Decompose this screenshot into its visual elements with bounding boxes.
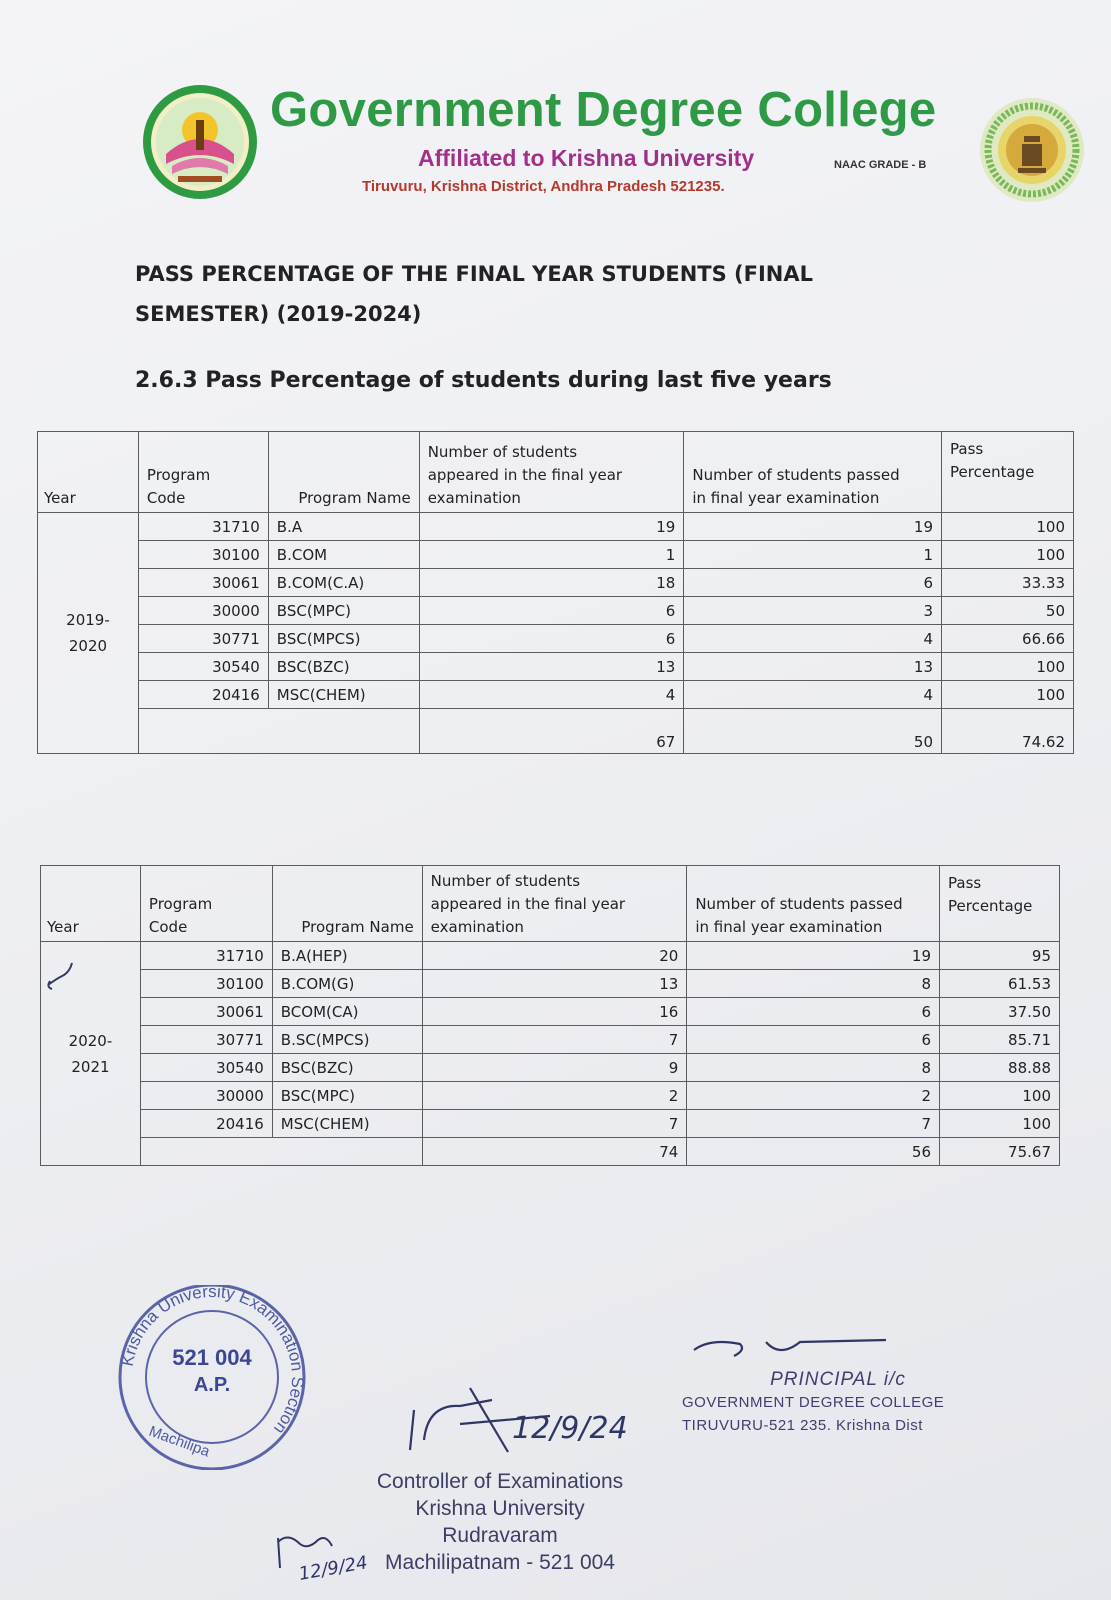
pass-percentage: 61.53	[940, 970, 1060, 998]
pass-percentage: 37.50	[940, 998, 1060, 1026]
controller-place: Rudravaram	[442, 1524, 558, 1547]
initials-date: 12/9/24	[297, 1552, 370, 1585]
header-year: Year	[41, 866, 141, 942]
appeared-count: 16	[422, 998, 687, 1026]
initials-signature	[270, 1528, 390, 1590]
college-name: Government Degree College	[270, 83, 937, 137]
total-pass-percentage: 75.67	[940, 1138, 1060, 1166]
program-code: 30771	[138, 625, 268, 653]
pass-percentage: 100	[940, 1082, 1060, 1110]
signature-date: 12/9/24	[512, 1411, 628, 1446]
program-code: 30100	[140, 970, 272, 998]
appeared-count: 18	[419, 569, 684, 597]
program-name: B.SC(MPCS)	[272, 1026, 422, 1054]
passed-count: 8	[687, 970, 940, 998]
header-program-code: Program Code	[140, 866, 272, 942]
total-row	[41, 1138, 1060, 1166]
program-name: BCOM(CA)	[272, 998, 422, 1026]
program-name: BSC(BZC)	[268, 653, 419, 681]
controller-block	[350, 1468, 650, 1576]
stamp-code: 521 004	[172, 1345, 252, 1370]
total-appeared: 74	[422, 1138, 687, 1166]
program-name: B.COM(C.A)	[268, 569, 419, 597]
program-code: 30771	[140, 1026, 272, 1054]
year-cell: 2019- 2020	[38, 513, 139, 754]
passed-count: 2	[687, 1082, 940, 1110]
table-row	[41, 1082, 1060, 1110]
total-pass-percentage: 74.62	[942, 709, 1074, 754]
table-row	[38, 653, 1074, 681]
pen-tick-mark	[40, 955, 80, 993]
passed-count: 8	[687, 1054, 940, 1082]
principal-college: GOVERNMENT DEGREE COLLEGE	[682, 1394, 945, 1411]
passed-count: 19	[684, 513, 942, 541]
pass-percentage: 88.88	[940, 1054, 1060, 1082]
college-address: Tiruvuru, Krishna District, Andhra Pradesh 521235.	[362, 178, 725, 195]
pass-percentage: 50	[942, 597, 1074, 625]
appeared-count: 6	[419, 597, 684, 625]
document-subtitle: 2.6.3 Pass Percentage of students during last five years	[135, 368, 832, 393]
controller-university: Krishna University	[415, 1497, 585, 1520]
appeared-count: 7	[422, 1110, 687, 1138]
program-code: 30100	[138, 541, 268, 569]
pass-percentage: 95	[940, 942, 1060, 970]
program-code: 30540	[138, 653, 268, 681]
table-row	[41, 970, 1060, 998]
state-emblem	[978, 96, 1086, 204]
controller-title: Controller of Examinations	[376, 1470, 624, 1493]
program-name: BSC(MPCS)	[268, 625, 419, 653]
table-row	[41, 1054, 1060, 1082]
appeared-count: 9	[422, 1054, 687, 1082]
passed-count: 6	[687, 998, 940, 1026]
pass-percentage: 100	[942, 653, 1074, 681]
program-name: B.COM(G)	[272, 970, 422, 998]
program-name: BSC(MPC)	[272, 1082, 422, 1110]
program-code: 30000	[140, 1082, 272, 1110]
program-code: 30000	[138, 597, 268, 625]
appeared-count: 1	[419, 541, 684, 569]
passed-count: 4	[684, 625, 942, 653]
table-row	[38, 625, 1074, 653]
program-name: B.A	[268, 513, 419, 541]
program-name: B.COM	[268, 541, 419, 569]
principal-address: TIRUVURU-521 235. Krishna Dist	[682, 1417, 923, 1434]
header-passed: Number of students passed in final year examination	[687, 866, 940, 942]
appeared-count: 2	[422, 1082, 687, 1110]
program-name: MSC(CHEM)	[272, 1110, 422, 1138]
program-code: 31710	[140, 942, 272, 970]
passed-count: 19	[687, 942, 940, 970]
principal-signature	[690, 1332, 900, 1362]
appeared-count: 6	[419, 625, 684, 653]
program-name: BSC(MPC)	[268, 597, 419, 625]
appeared-count: 19	[419, 513, 684, 541]
appeared-count: 7	[422, 1026, 687, 1054]
program-name: MSC(CHEM)	[268, 681, 419, 709]
passed-count: 13	[684, 653, 942, 681]
header-pass-percentage: Pass Percentage	[940, 866, 1060, 942]
program-code: 30540	[140, 1054, 272, 1082]
table-row	[38, 569, 1074, 597]
header-pass-percentage: Pass Percentage	[942, 432, 1074, 513]
pass-percentage: 100	[942, 541, 1074, 569]
pass-percentage: 100	[942, 681, 1074, 709]
document-title-line1: PASS PERCENTAGE OF THE FINAL YEAR STUDENTS (FINAL	[135, 262, 814, 286]
appeared-count: 13	[422, 970, 687, 998]
table-row	[38, 513, 1074, 541]
appeared-count: 13	[419, 653, 684, 681]
program-name: B.A(HEP)	[272, 942, 422, 970]
header-program-name: Program Name	[272, 866, 422, 942]
header-appeared: Number of students appeared in the final year examination	[422, 866, 687, 942]
header-passed: Number of students passed in final year examination	[684, 432, 942, 513]
pass-table-2019-2020	[37, 431, 1074, 754]
table-row	[38, 681, 1074, 709]
principal-title: PRINCIPAL i/c	[770, 1369, 906, 1390]
passed-count: 1	[684, 541, 942, 569]
appeared-count: 4	[419, 681, 684, 709]
passed-count: 6	[687, 1026, 940, 1054]
pass-percentage: 100	[940, 1110, 1060, 1138]
controller-signature	[400, 1380, 660, 1460]
naac-grade: NAAC GRADE - B	[834, 159, 927, 171]
passed-count: 3	[684, 597, 942, 625]
passed-count: 4	[684, 681, 942, 709]
total-passed: 56	[687, 1138, 940, 1166]
pass-table-2020-2021	[40, 865, 1060, 1166]
program-code: 20416	[140, 1110, 272, 1138]
affiliation-text: Affiliated to Krishna University	[418, 145, 755, 171]
header-program-name: Program Name	[268, 432, 419, 513]
passed-count: 7	[687, 1110, 940, 1138]
table-row	[41, 942, 1060, 970]
pass-percentage: 33.33	[942, 569, 1074, 597]
header-program-code: Program Code	[138, 432, 268, 513]
program-code: 20416	[138, 681, 268, 709]
table-row	[38, 597, 1074, 625]
college-logo	[142, 84, 258, 200]
pass-percentage: 85.71	[940, 1026, 1060, 1054]
controller-pin: Machilipatnam - 521 004	[385, 1551, 615, 1574]
stamp-place: Machilipa	[146, 1422, 212, 1461]
pass-percentage: 66.66	[942, 625, 1074, 653]
table-row	[38, 541, 1074, 569]
principal-stamp	[678, 1368, 998, 1437]
total-appeared: 67	[419, 709, 684, 754]
total-row	[38, 709, 1074, 754]
total-label-blank	[138, 709, 419, 754]
program-code: 30061	[140, 998, 272, 1026]
total-passed: 50	[684, 709, 942, 754]
table-header-row	[41, 866, 1060, 942]
stamp-state: A.P.	[193, 1374, 231, 1396]
program-code: 31710	[138, 513, 268, 541]
total-label-blank	[140, 1138, 422, 1166]
document-title-line2: SEMESTER) (2019-2024)	[135, 302, 422, 326]
header-year: Year	[38, 432, 139, 513]
table-row	[41, 998, 1060, 1026]
passed-count: 6	[684, 569, 942, 597]
pass-percentage: 100	[942, 513, 1074, 541]
program-name: BSC(BZC)	[272, 1054, 422, 1082]
header-appeared: Number of students appeared in the final year examination	[419, 432, 684, 513]
year-cell: 2020- 2021	[41, 942, 141, 1166]
table-row	[41, 1026, 1060, 1054]
stamp-ring-text: Krishna University Examination Section	[117, 1285, 308, 1438]
table-row	[41, 1110, 1060, 1138]
program-code: 30061	[138, 569, 268, 597]
table-header-row	[38, 432, 1074, 513]
appeared-count: 20	[422, 942, 687, 970]
